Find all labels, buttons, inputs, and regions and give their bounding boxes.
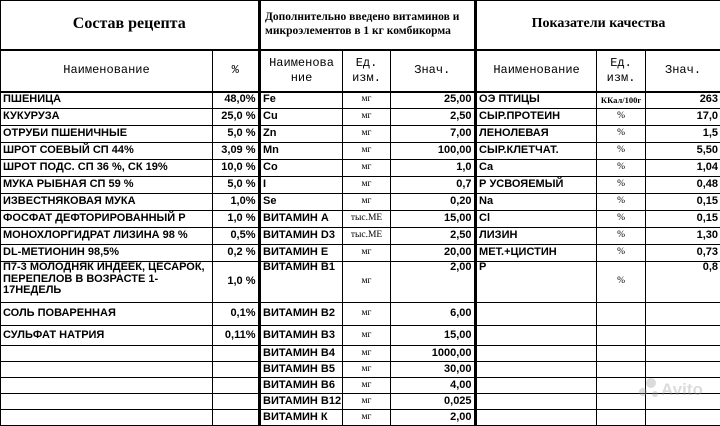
quality-value: 1,04: [646, 160, 720, 177]
quality-value: [646, 303, 720, 326]
quality-unit: %: [597, 143, 646, 160]
vitamin-name: ВИТАМИН В5: [261, 362, 343, 378]
quality-name: СЫР.КЛЕТЧАТ.: [477, 143, 597, 160]
quality-value: [646, 362, 720, 378]
vitamin-value: 2,00: [391, 262, 475, 303]
recipe-percent: [213, 410, 259, 426]
quality-name: ЛЕНОЛЕВАЯ: [477, 126, 597, 143]
recipe-percent: 0,2 %: [213, 245, 259, 262]
vitamin-name: Co: [261, 160, 343, 177]
table-row: [1, 303, 720, 326]
table-row: [1, 160, 720, 177]
column-header-row: [1, 50, 720, 92]
vitamin-value: 100,00: [391, 143, 475, 160]
recipe-ingredient-name: DL-МЕТИОНИН 98,5%: [1, 245, 213, 262]
quality-unit: [597, 303, 646, 326]
recipe-ingredient-name: МУКА РЫБНАЯ СП 59 %: [1, 177, 213, 194]
quality-value: [646, 378, 720, 394]
quality-value: 263: [646, 92, 720, 109]
quality-value: [646, 394, 720, 410]
quality-unit: %: [597, 109, 646, 126]
table-row: [1, 410, 720, 426]
table-row: [1, 394, 720, 410]
quality-unit: [597, 394, 646, 410]
table-row: [1, 262, 720, 303]
quality-value: 17,0: [646, 109, 720, 126]
recipe-ingredient-name: КУКУРУЗА: [1, 109, 213, 126]
quality-unit: [597, 378, 646, 394]
table-row: [1, 92, 720, 109]
vitamin-value: 1,0: [391, 160, 475, 177]
vitamin-name: ВИТАМИН Е: [261, 245, 343, 262]
quality-unit: %: [597, 194, 646, 211]
quality-name: [477, 326, 597, 346]
quality-unit: ККал/100г: [597, 92, 646, 109]
table-row: [1, 109, 720, 126]
table-row: [1, 194, 720, 211]
quality-name: [477, 346, 597, 362]
recipe-ingredient-name: ФОСФАТ ДЕФТОРИРОВАННЫЙ Р: [1, 211, 213, 228]
section-header-row: [1, 1, 720, 50]
recipe-ingredient-name: П7-3 МОЛОДНЯК ИНДЕЕК, ЦЕСАРОК, ПЕРЕПЕЛОВ В ВОЗРАСТЕ 1-17НЕДЕЛЬ: [1, 262, 213, 303]
quality-unit: %: [597, 262, 646, 303]
table-row: [1, 245, 720, 262]
vitamin-name: Fe: [261, 92, 343, 109]
col-header-value: Знач.: [391, 50, 475, 92]
col-header-quality-unit: Ед. изм.: [597, 50, 646, 92]
recipe-percent: 48,0%: [213, 92, 259, 109]
table-row: [1, 378, 720, 394]
quality-value: 0,15: [646, 194, 720, 211]
quality-name: [477, 394, 597, 410]
quality-name: Ca: [477, 160, 597, 177]
vitamin-name: Se: [261, 194, 343, 211]
recipe-ingredient-name: ИЗВЕСТНЯКОВАЯ МУКА: [1, 194, 213, 211]
recipe-ingredient-name: ПШЕНИЦА: [1, 92, 213, 109]
recipe-percent: 1,0%: [213, 194, 259, 211]
quality-unit: %: [597, 160, 646, 177]
quality-value: 0,73: [646, 245, 720, 262]
table-row: [1, 346, 720, 362]
vitamin-value: 0,7: [391, 177, 475, 194]
vitamin-name: ВИТАМИН В1: [261, 262, 343, 303]
vitamin-name: ВИТАМИН В2: [261, 303, 343, 326]
quality-name: [477, 362, 597, 378]
table-row: [1, 211, 720, 228]
quality-name: Р УСВОЯЕМЫЙ: [477, 177, 597, 194]
quality-value: [646, 346, 720, 362]
vitamin-unit: мг: [343, 194, 391, 211]
table-row: [1, 177, 720, 194]
recipe-section-title: Состав рецепта: [1, 1, 259, 50]
quality-unit: %: [597, 228, 646, 245]
quality-unit: [597, 326, 646, 346]
vitamin-unit: мг: [343, 303, 391, 326]
quality-section-title: Показатели качества: [477, 1, 720, 50]
vitamin-name: Zn: [261, 126, 343, 143]
vitamin-value: 15,00: [391, 211, 475, 228]
table-row: [1, 362, 720, 378]
quality-name: [477, 303, 597, 326]
recipe-percent: [213, 394, 259, 410]
quality-unit: [597, 362, 646, 378]
recipe-ingredient-name: ОТРУБИ ПШЕНИЧНЫЕ: [1, 126, 213, 143]
table-row: [1, 143, 720, 160]
col-header-vitamin-name: Наименова ние: [261, 50, 343, 92]
vitamin-name: Cu: [261, 109, 343, 126]
recipe-ingredient-name: [1, 346, 213, 362]
vitamin-value: 7,00: [391, 126, 475, 143]
quality-value: 1,5: [646, 126, 720, 143]
vitamin-value: 1000,00: [391, 346, 475, 362]
vitamin-unit: тыс.МЕ: [343, 228, 391, 245]
vitamin-value: 2,50: [391, 228, 475, 245]
vitamin-value: 20,00: [391, 245, 475, 262]
vitamin-name: ВИТАМИН D3: [261, 228, 343, 245]
recipe-ingredient-name: ШРОТ СОЕВЫЙ СП 44%: [1, 143, 213, 160]
col-header-quality-value: Знач.: [646, 50, 720, 92]
col-header-unit: Ед. изм.: [343, 50, 391, 92]
vitamin-value: 25,00: [391, 92, 475, 109]
vitamin-value: 6,00: [391, 303, 475, 326]
recipe-ingredient-name: [1, 410, 213, 426]
quality-value: 0,48: [646, 177, 720, 194]
vitamin-unit: мг: [343, 394, 391, 410]
vitamin-name: Mn: [261, 143, 343, 160]
quality-value: 0,15: [646, 211, 720, 228]
vitamin-value: 30,00: [391, 362, 475, 378]
vitamin-unit: мг: [343, 126, 391, 143]
recipe-percent: 5,0 %: [213, 177, 259, 194]
quality-name: Na: [477, 194, 597, 211]
quality-unit: [597, 346, 646, 362]
table-row: [1, 326, 720, 346]
quality-unit: [597, 410, 646, 426]
vitamins-section-title: Дополнительно введено витаминов и микроэлементов в 1 кг комбикорма: [261, 1, 475, 50]
quality-name: ЛИЗИН: [477, 228, 597, 245]
quality-name: [477, 410, 597, 426]
vitamin-unit: мг: [343, 326, 391, 346]
vitamin-value: 0,20: [391, 194, 475, 211]
vitamin-unit: мг: [343, 160, 391, 177]
vitamin-name: ВИТАМИН К: [261, 410, 343, 426]
recipe-ingredient-name: СОЛЬ ПОВАРЕННАЯ: [1, 303, 213, 326]
recipe-ingredient-name: СУЛЬФАТ НАТРИЯ: [1, 326, 213, 346]
recipe-percent: 1,0 %: [213, 211, 259, 228]
recipe-percent: 1,0 %: [213, 262, 259, 303]
vitamin-unit: мг: [343, 245, 391, 262]
vitamin-unit: мг: [343, 378, 391, 394]
vitamin-name: ВИТАМИН А: [261, 211, 343, 228]
recipe-percent: [213, 362, 259, 378]
quality-name: МЕТ.+ЦИСТИН: [477, 245, 597, 262]
vitamin-value: 0,025: [391, 394, 475, 410]
recipe-percent: 10,0 %: [213, 160, 259, 177]
quality-unit: %: [597, 126, 646, 143]
vitamin-unit: мг: [343, 92, 391, 109]
table-row: [1, 228, 720, 245]
vitamin-unit: мг: [343, 109, 391, 126]
vitamin-unit: мг: [343, 143, 391, 160]
vitamin-name: ВИТАМИН В12: [261, 394, 343, 410]
vitamin-unit: мг: [343, 346, 391, 362]
vitamin-name: ВИТАМИН В6: [261, 378, 343, 394]
quality-name: Cl: [477, 211, 597, 228]
vitamin-unit: тыс.МЕ: [343, 211, 391, 228]
recipe-percent: 5,0 %: [213, 126, 259, 143]
vitamin-value: 2,50: [391, 109, 475, 126]
recipe-percent: 25,0 %: [213, 109, 259, 126]
recipe-percent: 0,5%: [213, 228, 259, 245]
recipe-ingredient-name: [1, 362, 213, 378]
col-header-quality-name: Наименование: [477, 50, 597, 92]
recipe-percent: 3,09 %: [213, 143, 259, 160]
col-header-percent: %: [213, 50, 259, 92]
svg-text:Avito: Avito: [661, 380, 703, 399]
quality-name: [477, 378, 597, 394]
vitamin-unit: мг: [343, 262, 391, 303]
table-row: [1, 126, 720, 143]
vitamin-unit: мг: [343, 362, 391, 378]
vitamin-name: ВИТАМИН В3: [261, 326, 343, 346]
quality-unit: %: [597, 177, 646, 194]
recipe-ingredient-name: [1, 394, 213, 410]
recipe-ingredient-name: [1, 378, 213, 394]
quality-value: 0,8: [646, 262, 720, 303]
recipe-percent: [213, 378, 259, 394]
quality-name: СЫР.ПРОТЕИН: [477, 109, 597, 126]
vitamin-value: 4,00: [391, 378, 475, 394]
quality-name: P: [477, 262, 597, 303]
quality-value: [646, 326, 720, 346]
recipe-percent: 0,11%: [213, 326, 259, 346]
recipe-ingredient-name: ШРОТ ПОДС. СП 36 %, СК 19%: [1, 160, 213, 177]
quality-value: 5,50: [646, 143, 720, 160]
recipe-percent: [213, 346, 259, 362]
quality-value: 1,30: [646, 228, 720, 245]
vitamin-value: 2,00: [391, 410, 475, 426]
recipe-ingredient-name: МОНОХЛОРГИДРАТ ЛИЗИНА 98 %: [1, 228, 213, 245]
quality-name: ОЭ ПТИЦЫ: [477, 92, 597, 109]
vitamin-unit: мг: [343, 410, 391, 426]
col-header-name: Наименование: [1, 50, 213, 92]
recipe-percent: 0,1%: [213, 303, 259, 326]
vitamin-unit: мг: [343, 177, 391, 194]
vitamin-name: ВИТАМИН В4: [261, 346, 343, 362]
quality-unit: %: [597, 245, 646, 262]
vitamin-value: 15,00: [391, 326, 475, 346]
vitamin-name: I: [261, 177, 343, 194]
quality-unit: %: [597, 211, 646, 228]
quality-value: [646, 410, 720, 426]
